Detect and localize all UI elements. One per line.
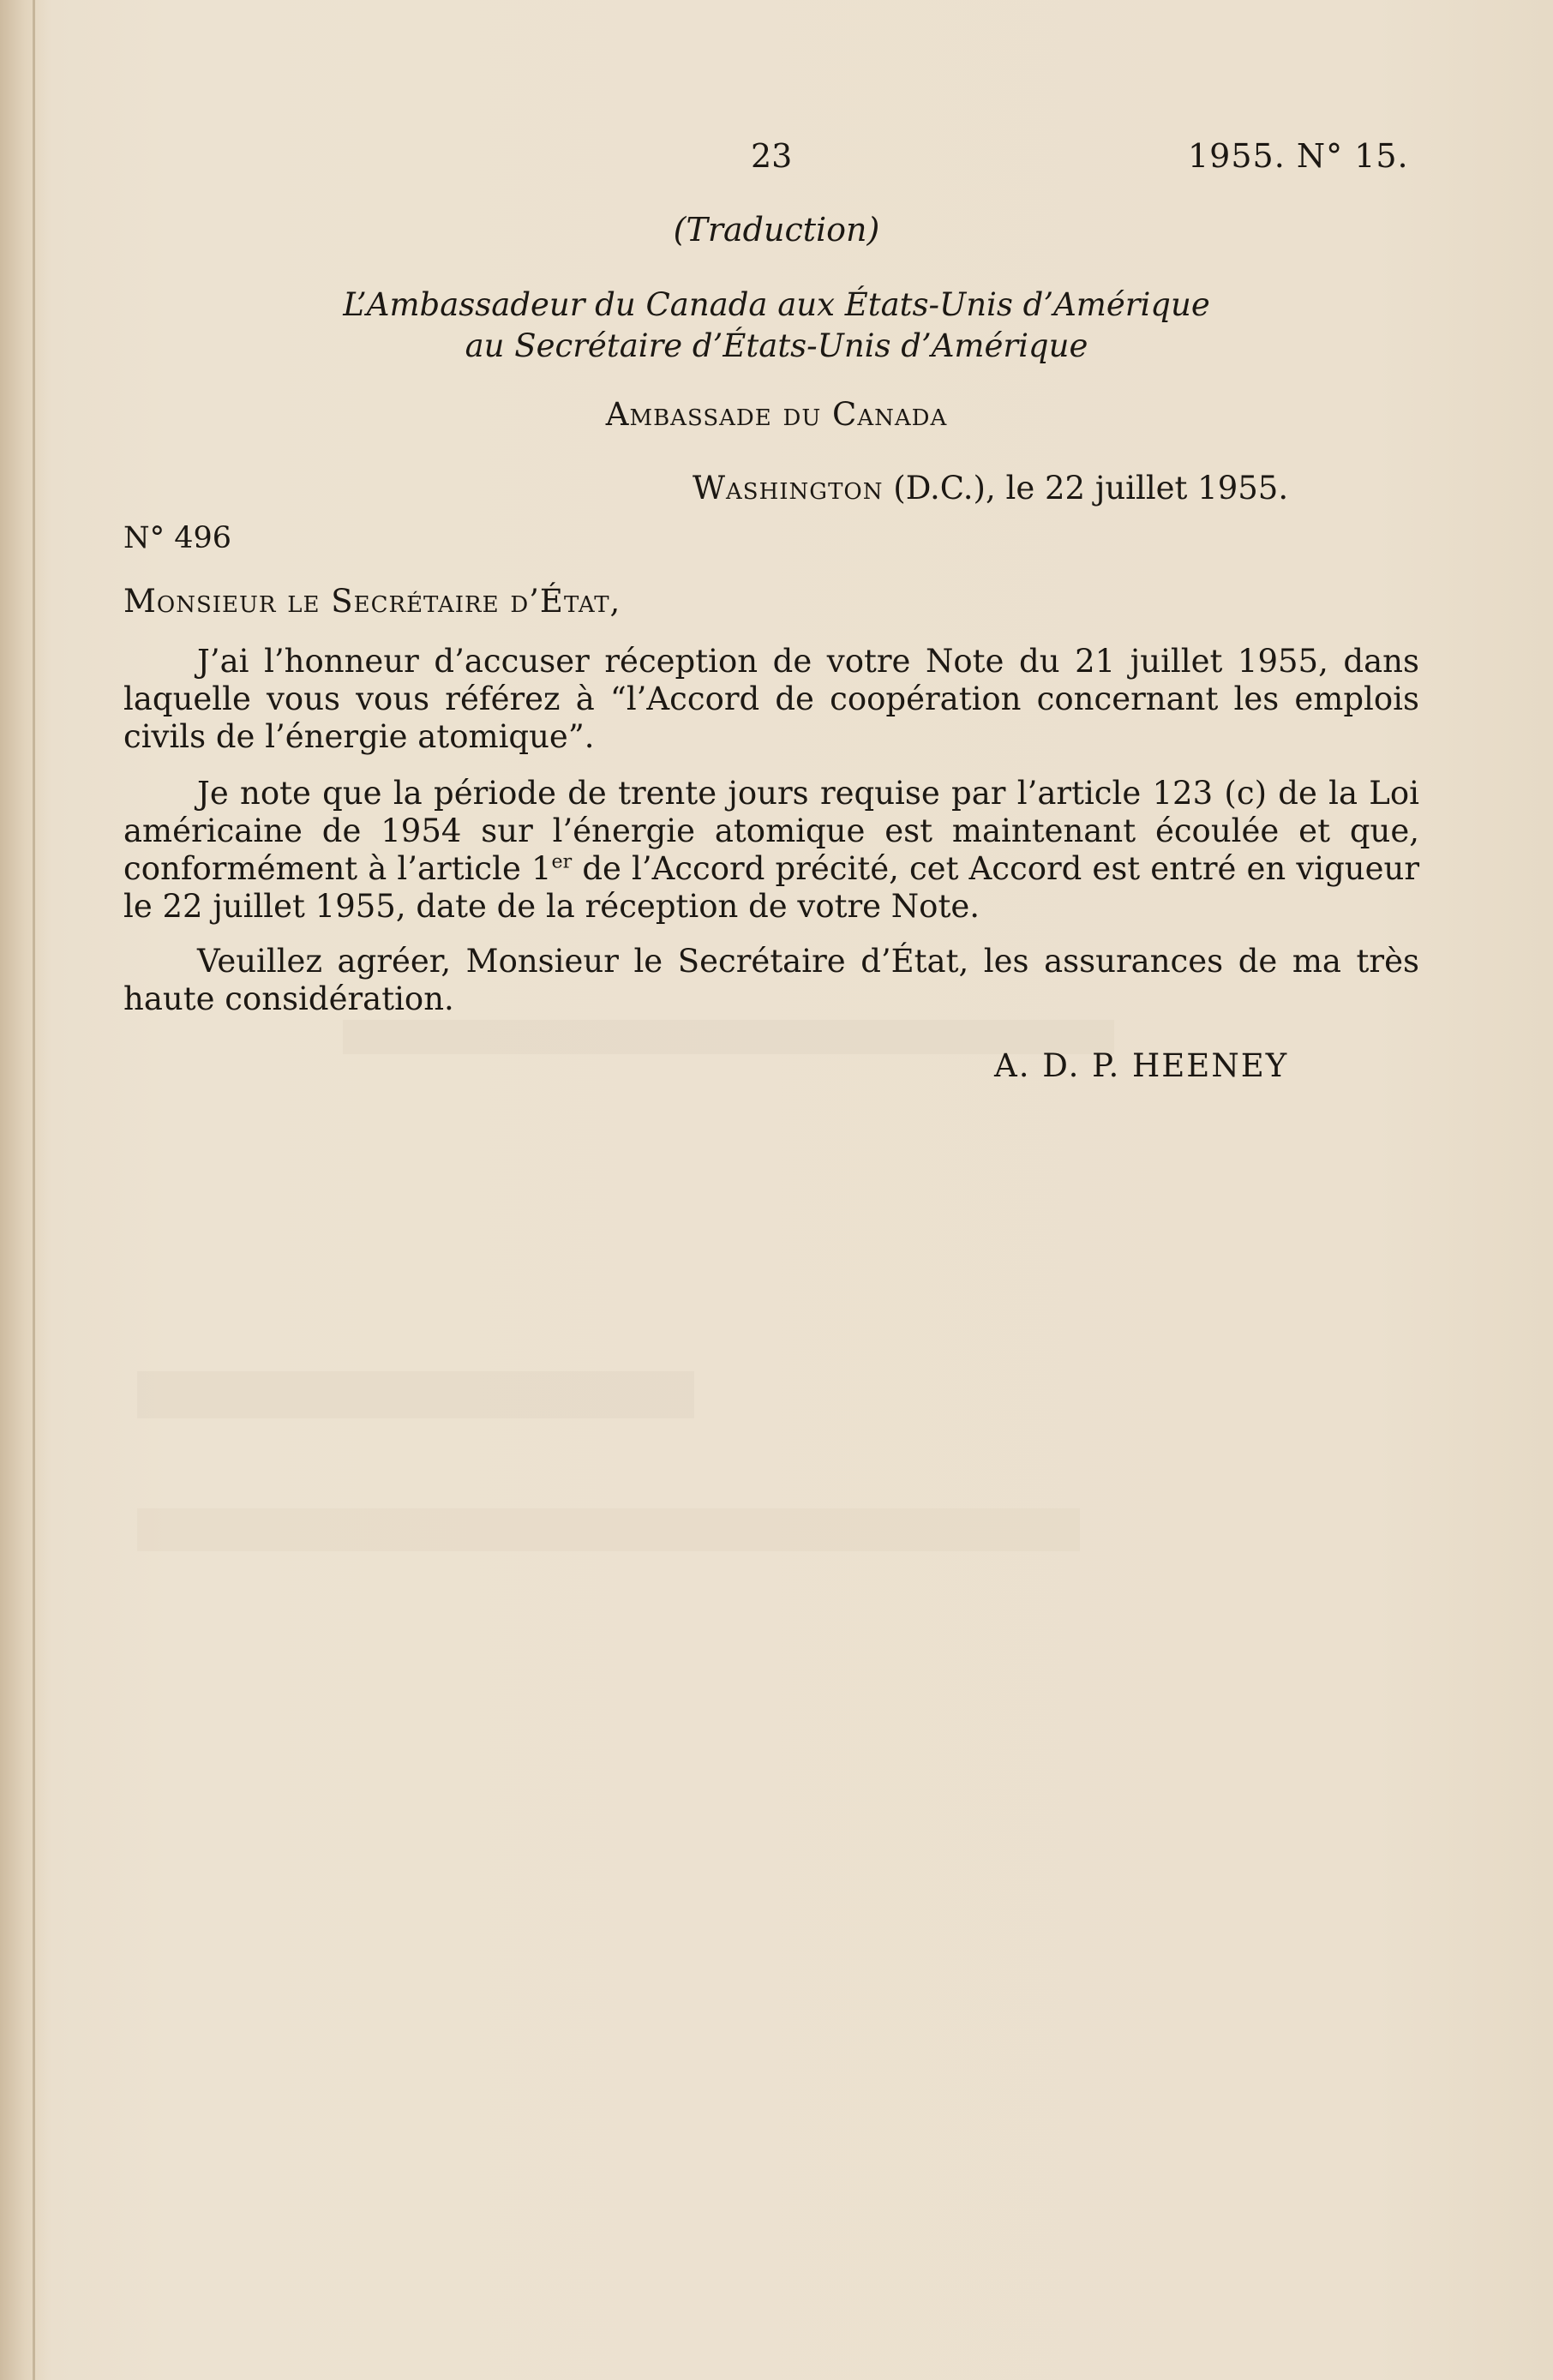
bleed-through-band-3 [137, 1508, 1080, 1551]
bleed-through-band-2 [137, 1371, 694, 1418]
paragraph-2-part-a: Je note que la période de trente jours requise par l’article 123 (c) de la Loi américaine de 1954 sur l’énergie atomique est maintenant écoulée et que, conformément à l’article 1 [123, 775, 1419, 887]
embassy-heading: Ambassade du Canada [605, 396, 948, 433]
paragraph-2-part-b: de l’Accord précité, cet Accord est entré en vigueur le 22 juillet 1955, date de la réception de votre Note. [123, 850, 1420, 925]
place: Washington [693, 470, 884, 507]
note-number: N° 496 [123, 521, 232, 555]
date: (D.C.), le 22 juillet 1955. [893, 470, 1289, 507]
paragraph-2-superscript: er [551, 850, 573, 873]
place-date [693, 470, 1288, 507]
series-reference: 1955. N° 15. [1188, 137, 1409, 175]
to-line: au Secrétaire d’États-Unis d’Amérique [465, 327, 1088, 364]
salutation: Monsieur le Secrétaire d’État, [123, 583, 621, 620]
signature: A. D. P. HEENEY [994, 1047, 1289, 1084]
page-number: 23 [751, 137, 793, 175]
from-line: L’Ambassadeur du Canada aux États-Unis d’Amérique [343, 286, 1210, 323]
addressee-block [0, 285, 1553, 367]
paragraph-2 [123, 775, 1419, 926]
translation-tag: (Traduction) [673, 211, 880, 249]
paragraph-3: Veuillez agréer, Monsieur le Secrétaire d’État, les assurances de ma très haute considération. [123, 943, 1419, 1017]
paragraph-1: J’ai l’honneur d’accuser réception de votre Note du 21 juillet 1955, dans laquelle vous vous référez à “l’Accord de coopération concernant les emplois civils de l’énergie atomique”. [123, 643, 1419, 755]
